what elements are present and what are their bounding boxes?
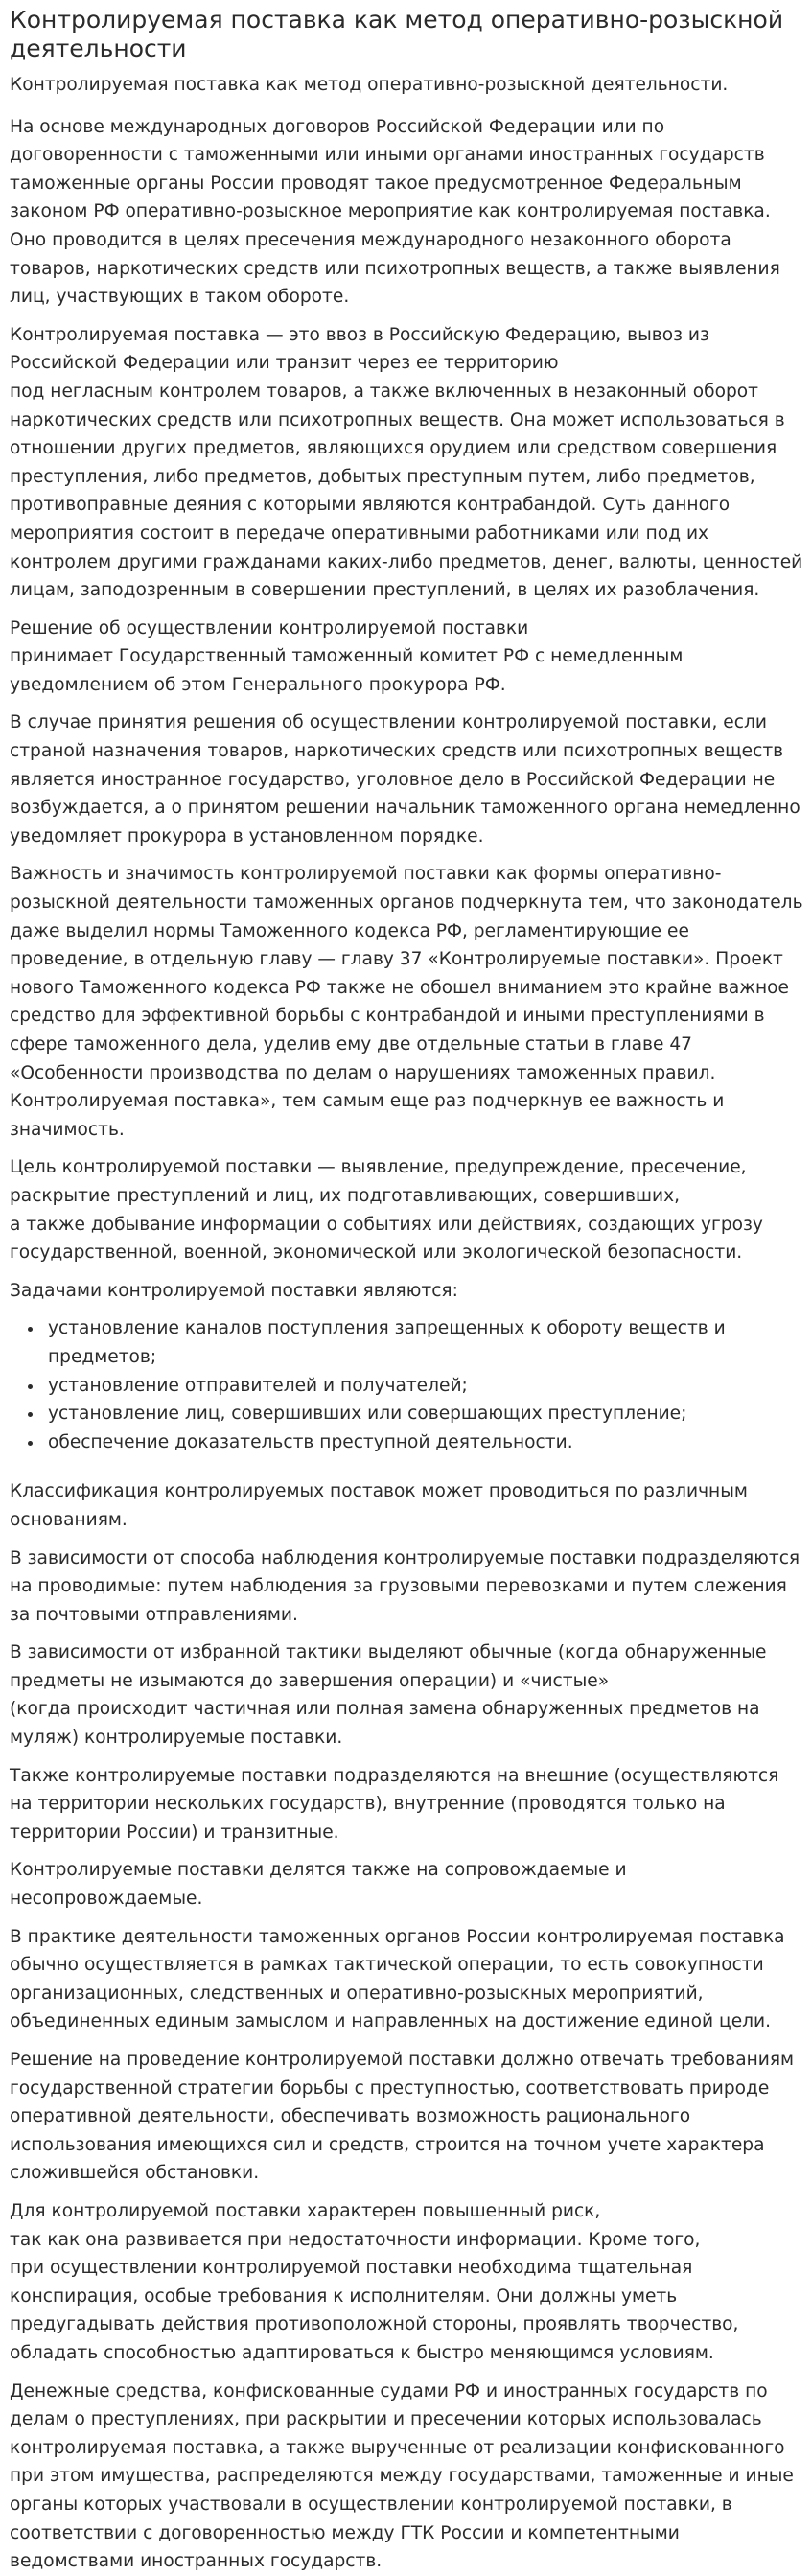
paragraph: Решение на проведение контролируемой поставки должно отвечать требованиям государственной стратегии борьбы с преступностью, соответствовать природе оперативной деятельности, обеспечивать возможность рационального использования имеющихся сил и средств, строится на точном учете характера сложившейся обстановки. — [10, 2050, 795, 2184]
article-subtitle: Контролируемая поставка как метод оперативно-розыскной деятельности. — [10, 75, 729, 95]
list-item: • установление каналов поступления запрещенных к обороту веществ и предметов; — [44, 1314, 804, 1371]
paragraph: Классификация контролируемых поставок может проводиться по различным основаниям. — [10, 1481, 748, 1530]
list-intro: Задачами контролируемой поставки являются: — [10, 1280, 458, 1301]
paragraph: Решение об осуществлении контролируемой поставки принимает Государственный таможенный комитет РФ с немедленным уведомлением об этом Генерального прокурора РФ. — [10, 617, 684, 695]
paragraph: Денежные средства, конфискованные судами РФ и иностранных государств по делам о преступлениях, при раскрытии и пресечении которых использовалась контролируемая поставка, а также вырученные от реализации конфискованного при этом имущества, распределяются между государствами, таможенные и иные органы которых участвовали в осуществлении контролируемой поставки, в соответствии с договоренностью между ГТК России и компетентными ведомствами иностранных государств. — [10, 2380, 794, 2572]
tasks-list — [10, 1314, 804, 1456]
paragraph: В зависимости от избранной тактики выделяют обычные (когда обнаруженные предметы не изымаются до завершения операции) и «чистые» (когда происходит частичная или полная замена обнаруженных предметов на муляж) контролируемые поставки. — [10, 1642, 767, 1749]
paragraph: Также контролируемые поставки подразделяются на внешние (осуществляются на территории нескольких государств), внутренние (проводятся только на территории России) и транзитные. — [10, 1765, 779, 1843]
paragraph: Цель контролируемой поставки — выявление, предупреждение, пресечение, раскрытие преступлений и лиц, их подготавливающих, совершивших, а также добывание информации о событиях или действиях, создающих угрозу государственной, военной, экономической или экологической безопасности. — [10, 1157, 763, 1264]
list-item: • установление отправителей и получателей; — [44, 1372, 804, 1401]
paragraph: Важность и значимость контролируемой поставки как формы оперативно-розыскной деятельности таможенных органов подчеркнута тем, что законодатель даже выделил нормы Таможенного кодекса РФ, регламентирующие ее проведение, в отдельную главу — главу 37 «Контролируемые поставки». Проект нового Таможенного кодекса РФ также не обошел вниманием это крайне важное средство для эффективной борьбы с контрабандой и иными преступлениями в сфере таможенного дела, уделив ему две отдельные статьи в главе 47 «Особенности производства по делам о нарушениях таможенных правил. Контролируемая поставка», тем самым еще раз подчеркнув ее важность и значимость. — [10, 864, 803, 1140]
paragraph: Контролируемая поставка — это ввоз в Российскую Федерацию, вывоз из Российской Федерации или транзит через ее территорию под негласным контролем товаров, а также включенных в незаконный оборот наркотических средств или психотропных веществ. Она может использоваться в отношении других предметов, являющихся орудием или средством совершения преступления, либо предметов, добытых преступным путем, либо предметов, противоправные деяния с которыми являются контрабандой. Суть данного мероприятия состоит в передаче оперативными работниками или под их контролем другими гражданами каких-либо предметов, денег, валюты, ценностей лицам, заподозренным в совершении преступлений, в целях их разоблачения. — [10, 324, 803, 601]
paragraph: Контролируемые поставки делятся также на сопровождаемые и несопровождаемые. — [10, 1860, 627, 1910]
paragraph: Для контролируемой поставки характерен повышенный риск, так как она развивается при недостаточности информации. Кроме того, при осуществлении контролируемой поставки необходима тщательная конспирация, особые требования к исполнителям. Они должны уметь предугадывать действия противоположной стороны, проявлять творчество, обладать способностью адаптироваться к быстро меняющимся условиям. — [10, 2200, 739, 2363]
paragraph: На основе международных договоров Российской Федерации или по договоренности с таможенными или иными органами иностранных государств таможенные органы России проводят такое предусмотренное Федеральным законом РФ оперативно-розыскное мероприятие как контролируемая поставка. Оно проводится в целях пресечения международного незаконного оборота товаров, наркотических средств или психотропных веществ, а также выявления лиц, участвующих в таком обороте. — [10, 116, 780, 308]
paragraph: В случае принятия решения об осуществлении контролируемой поставки, если страной назначения товаров, наркотических средств или психотропных веществ является иностранное государство, уголовное дело в Российской Федерации не возбуждается, а о принятом решении начальник таможенного органа немедленно уведомляет прокурора в установленном порядке. — [10, 712, 800, 847]
paragraph: В практике деятельности таможенных органов России контролируемая поставка обычно осуществляется в рамках тактической операции, то есть совокупности организационных, следственных и оперативно-розыскных мероприятий, объединенных единым замыслом и направленных на достижение единой цели. — [10, 1926, 785, 2032]
paragraph: В зависимости от способа наблюдения контролируемые поставки подразделяются на проводимые: путем наблюдения за грузовыми перевозками и путем слежения за почтовыми отправлениями. — [10, 1547, 800, 1625]
list-item: • обеспечение доказательств преступной деятельности. — [44, 1428, 804, 1457]
list-item: • установление лиц, совершивших или совершающих преступление; — [44, 1400, 804, 1428]
article-title: Контролируемая поставка как метод оперативно-розыскной деятельности — [10, 6, 784, 62]
